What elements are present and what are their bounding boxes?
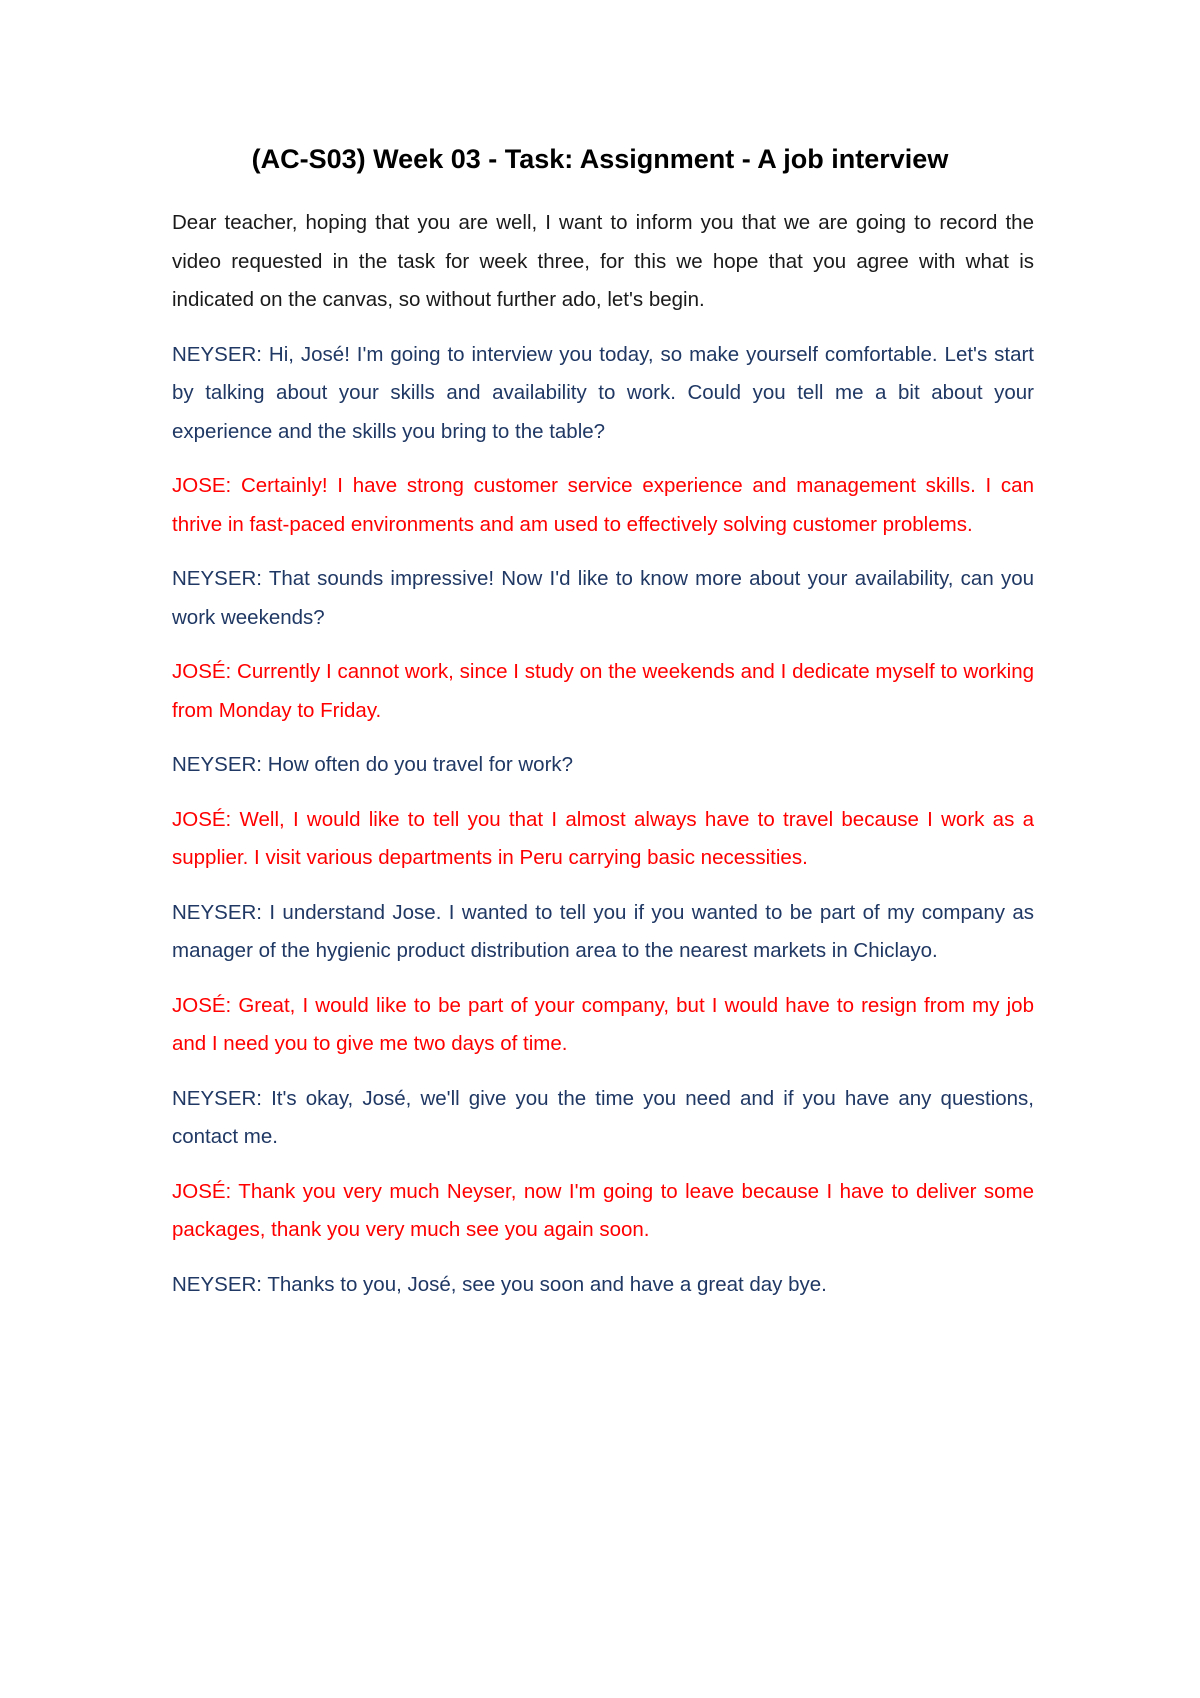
neyser-line: NEYSER: Thanks to you, José, see you soon and have a great day bye. (172, 1272, 827, 1296)
jose-line: JOSÉ: Thank you very much Neyser, now I'm going to leave because I have to deliver some packages, thank you very much see you again soon. (172, 1179, 1034, 1241)
intro-paragraph: Dear teacher, hoping that you are well, I want to inform you that we are going to record the video requested in the task for week three, for this we hope that you agree with what is indicated on the canvas, so without further ado, let's begin. (172, 211, 1034, 311)
neyser-line: NEYSER: I understand Jose. I wanted to tell you if you wanted to be part of my company as manager of the hygienic product distribution area to the nearest markets in Chiclayo. (172, 900, 1034, 962)
neyser-line: NEYSER: How often do you travel for work? (172, 753, 574, 776)
neyser-line: NEYSER: Hi, José! I'm going to interview you today, so make yourself comfortable. Let's start by talking about your skills and availability to work. Could you tell me a bit about your experience and the skills you bring to the table? (172, 342, 1034, 443)
neyser-line: NEYSER: That sounds impressive! Now I'd like to know more about your availability, can you work weekends? (172, 567, 1034, 629)
neyser-line: NEYSER: It's okay, José, we'll give you the time you need and if you have any questions, contact me. (172, 1086, 1034, 1148)
jose-line: JOSÉ: Currently I cannot work, since I study on the weekends and I dedicate myself to working from Monday to Friday. (172, 660, 1034, 722)
jose-line: JOSÉ: Great, I would like to be part of your company, but I would have to resign from my job and I need you to give me two days of time. (172, 993, 1034, 1055)
document-body (172, 204, 1034, 1320)
document-title: (AC-S03) Week 03 - Task: Assignment - A job interview (251, 144, 949, 174)
jose-line: JOSÉ: Well, I would like to tell you that I almost always have to travel because I work as a supplier. I visit various departments in Peru carrying basic necessities. (172, 807, 1034, 869)
jose-line: JOSE: Certainly! I have strong customer service experience and management skills. I can thrive in fast-paced environments and am used to effectively solving customer problems. (172, 474, 1034, 536)
